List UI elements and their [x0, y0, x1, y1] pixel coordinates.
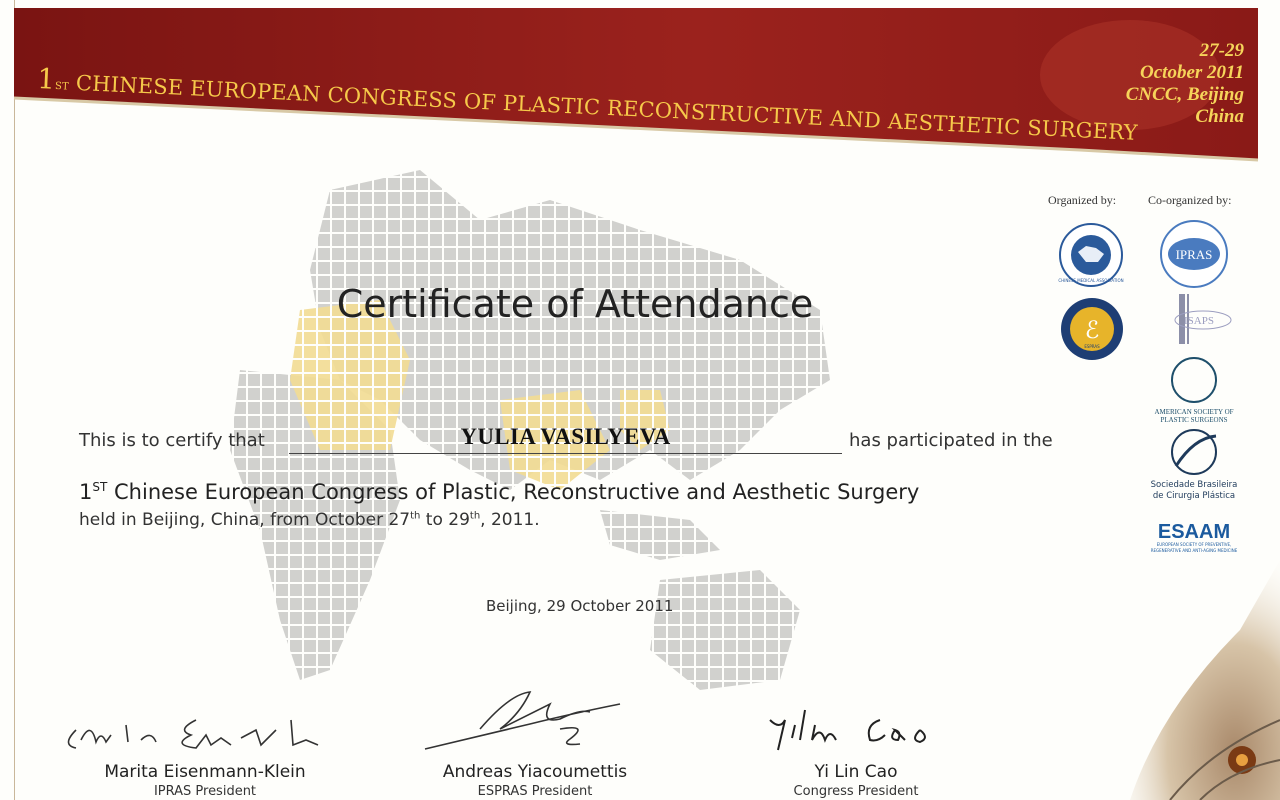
signature-yi-lin-cao [760, 700, 960, 760]
esaam-logo [1146, 516, 1242, 558]
signer-name-1: Marita Eisenmann-Klein [104, 762, 306, 782]
asps-logo [1144, 356, 1244, 426]
certificate-title: Certificate of Attendance [336, 282, 814, 326]
svg-text:PLASTIC SURGEONS: PLASTIC SURGEONS [1160, 416, 1228, 424]
svg-text:EUROPEAN SOCIETY OF PREVENTIVE: EUROPEAN SOCIETY OF PREVENTIVE, [1156, 542, 1232, 547]
svg-text:de Cirurgia Plástica: de Cirurgia Plástica [1152, 491, 1236, 501]
banner-event-details [1126, 40, 1244, 128]
svg-text:ℰ: ℰ [1084, 316, 1100, 344]
signer-role-1: IPRAS President [153, 784, 257, 799]
svg-text:Sociedade Brasileira: Sociedade Brasileira [1150, 480, 1238, 490]
svg-text:AMERICAN SOCIETY OF: AMERICAN SOCIETY OF [1154, 408, 1234, 416]
event-month-year: October 2011 [1140, 62, 1244, 83]
signer-role-3: Congress President [793, 784, 919, 799]
header-banner [0, 0, 1280, 175]
congress-held-text: held in Beijing, China, from October 27th to 29th, 2011. [79, 510, 540, 530]
signer-name-2: Andreas Yiacoumettis [442, 762, 628, 782]
espras-logo [1058, 296, 1126, 362]
event-venue: CNCC, Beijing [1125, 84, 1244, 105]
recipient-underline [289, 453, 842, 454]
ipras-logo [1152, 218, 1236, 290]
signature-eisenmann-klein [56, 700, 356, 760]
recipient-name: YULIA VASILYEVA [460, 424, 671, 449]
coorganized-by-label: Co-organized by: [1148, 193, 1232, 207]
certify-prefix: This is to certify that [79, 430, 265, 451]
event-country: China [1195, 106, 1244, 127]
signer-name-3: Yi Lin Cao [814, 762, 898, 782]
sbcp-logo [1146, 428, 1242, 502]
dragon-illustration [1130, 560, 1280, 800]
svg-text:REGENERATIVE AND ANTI-AGING ME: REGENERATIVE AND ANTI-AGING MEDICINE [1150, 548, 1238, 553]
signer-role-2: ESPRAS President [477, 784, 593, 799]
svg-text:ISAPS: ISAPS [1184, 315, 1214, 327]
event-dates: 27-29 [1199, 40, 1244, 61]
isaps-logo [1155, 292, 1235, 348]
signature-yiacoumettis [420, 684, 680, 764]
svg-text:ESAAM: ESAAM [1157, 521, 1231, 543]
organized-by-label: Organized by: [1048, 193, 1117, 207]
cma-logo [1056, 222, 1126, 288]
issue-date: Beijing, 29 October 2011 [486, 597, 674, 615]
banner-title: 1ST CHINESE EUROPEAN CONGRESS OF PLASTIC RECONSTRUCTIVE AND AESTHETIC SURGERY [36, 62, 1139, 145]
svg-text:CHINESE MEDICAL ASSOCIATION: CHINESE MEDICAL ASSOCIATION [1058, 278, 1124, 283]
congress-name: 1ST Chinese European Congress of Plastic, Reconstructive and Aesthetic Surgery [79, 480, 920, 504]
svg-text:ESPRAS: ESPRAS [1084, 344, 1100, 349]
svg-text:IPRAS: IPRAS [1175, 247, 1213, 262]
certify-suffix: has participated in the [849, 430, 1053, 451]
